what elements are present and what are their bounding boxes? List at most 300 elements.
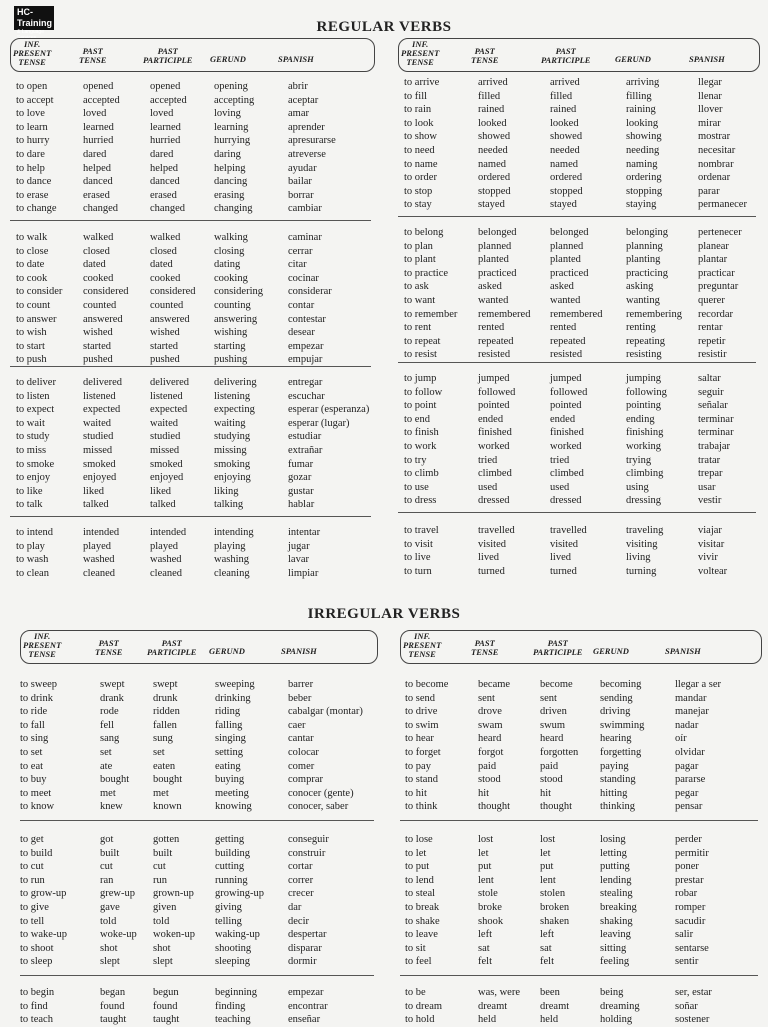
cell-past-participle: dressed: [550, 495, 582, 507]
cell-infinitive: to try: [404, 454, 427, 466]
cell-spanish: encontrar: [288, 1000, 328, 1012]
group-divider: [400, 975, 758, 976]
cell-spanish: gozar: [288, 472, 312, 484]
verb-row: [400, 705, 762, 719]
cell-past-participle: paid: [540, 760, 559, 772]
verb-row: [20, 915, 378, 929]
cell-past-participle: missed: [150, 444, 180, 456]
verb-row: [10, 285, 375, 299]
cell-past-tense: swam: [478, 719, 503, 731]
cell-past-tense: talked: [83, 499, 109, 511]
cell-past-participle: walked: [150, 232, 181, 243]
cell-past-tense: sang: [100, 733, 120, 745]
cell-past-tense: began: [100, 987, 126, 998]
cell-spanish: borrar: [288, 189, 314, 201]
cell-past-participle: grown-up: [153, 888, 194, 900]
verb-row: [10, 340, 375, 354]
cell-spanish: dar: [288, 901, 302, 913]
cell-past-participle: become: [540, 679, 573, 690]
cell-past-tense: turned: [478, 565, 505, 577]
cell-past-tense: climbed: [478, 468, 512, 480]
cell-past-participle: resisted: [550, 349, 583, 361]
cell-infinitive: to fill: [404, 90, 428, 102]
verb-row: [10, 162, 375, 176]
cell-past-participle: heard: [540, 733, 564, 745]
cell-spanish: citar: [288, 259, 307, 271]
cell-past-participle: liked: [150, 485, 171, 497]
cell-past-tense: missed: [83, 444, 113, 456]
cell-gerund: walking: [214, 232, 248, 243]
cell-infinitive: to dance: [16, 176, 52, 188]
cell-spanish: robar: [675, 888, 698, 900]
cell-spanish: despertar: [288, 929, 327, 941]
verb-row: [20, 860, 378, 874]
cell-past-tense: changed: [83, 203, 118, 215]
cell-past-tense: drank: [100, 692, 124, 704]
cell-gerund: teaching: [215, 1014, 251, 1026]
cell-infinitive: to talk: [16, 499, 43, 511]
cell-gerund: sending: [600, 692, 633, 704]
cell-past-tense: ended: [478, 413, 504, 425]
verb-row: [398, 335, 760, 349]
cell-infinitive: to close: [16, 245, 49, 257]
cell-past-participle: cooked: [150, 272, 181, 284]
cell-past-participle: danced: [150, 176, 180, 188]
cell-infinitive: to work: [404, 440, 437, 452]
verb-row: [398, 551, 760, 565]
verb-row: [398, 348, 760, 362]
verb-row: [20, 760, 378, 774]
cell-past-participle: dreamt: [540, 1000, 570, 1012]
cell-spanish: correr: [288, 874, 314, 886]
column-header: [400, 630, 762, 664]
verb-row: [400, 719, 762, 733]
header-past-tense: PAST TENSE: [95, 638, 123, 657]
cell-infinitive: to visit: [404, 538, 433, 550]
cell-gerund: asking: [626, 281, 654, 293]
cell-past-participle: finished: [550, 427, 584, 439]
cell-past-tense: asked: [478, 281, 502, 293]
cell-past-participle: hit: [540, 787, 552, 799]
verb-row: [20, 955, 378, 969]
cell-past-participle: listened: [150, 390, 183, 402]
cell-infinitive: to plant: [404, 254, 436, 266]
cell-infinitive: to give: [20, 901, 49, 913]
verb-group: [10, 231, 375, 367]
cell-past-participle: lived: [550, 552, 571, 564]
cell-spanish: comer: [288, 760, 315, 772]
cell-past-participle: known: [153, 801, 182, 813]
cell-past-tense: rained: [478, 104, 505, 116]
cell-spanish: pararse: [675, 774, 706, 786]
cell-infinitive: to hit: [405, 787, 427, 799]
verb-row: [20, 773, 378, 787]
cell-gerund: learning: [214, 121, 249, 133]
cell-infinitive: to sleep: [20, 956, 53, 968]
cell-past-tense: ate: [100, 760, 113, 772]
verb-row: [10, 258, 375, 272]
cell-past-tense: put: [478, 861, 492, 873]
cell-past-participle: swum: [540, 719, 566, 731]
cell-gerund: cooking: [214, 272, 248, 284]
cell-spanish: llegar: [698, 77, 722, 88]
cell-past-tense: showed: [478, 131, 511, 143]
cell-spanish: olvidar: [675, 746, 705, 758]
cell-infinitive: to play: [16, 540, 45, 552]
cell-past-tense: pushed: [83, 354, 113, 366]
cell-infinitive: to wash: [16, 554, 49, 566]
cell-gerund: buying: [215, 774, 245, 786]
verb-row: [10, 526, 375, 540]
verb-row: [398, 76, 760, 90]
verb-row: [400, 833, 762, 847]
cell-infinitive: to look: [404, 117, 434, 129]
cell-spanish: fumar: [288, 458, 314, 470]
verb-row: [10, 272, 375, 286]
cell-past-tense: planned: [478, 240, 512, 252]
cell-past-tense: stopped: [478, 185, 511, 197]
cell-spanish: voltear: [698, 565, 728, 577]
cell-infinitive: to listen: [16, 390, 50, 402]
cell-infinitive: to need: [404, 144, 435, 156]
cell-past-participle: ended: [550, 413, 576, 425]
cell-gerund: trying: [626, 454, 652, 466]
cell-past-participle: rained: [550, 104, 577, 116]
cell-past-tense: stole: [478, 888, 498, 900]
cell-infinitive: to ask: [404, 281, 429, 293]
cell-spanish: esperar (lugar): [288, 417, 350, 429]
cell-past-participle: followed: [550, 386, 588, 398]
cell-gerund: feeling: [600, 956, 630, 968]
verb-row: [20, 678, 378, 692]
cell-spanish: pagar: [675, 760, 699, 772]
cell-gerund: paying: [600, 760, 629, 772]
cell-past-participle: used: [550, 481, 570, 493]
cell-spanish: cerrar: [288, 245, 313, 257]
cell-spanish: entregar: [288, 377, 323, 388]
cell-infinitive: to begin: [20, 987, 55, 998]
verb-row: [10, 376, 375, 390]
cell-spanish: saltar: [698, 373, 721, 384]
column-header: [20, 630, 378, 664]
cell-past-participle: given: [153, 901, 177, 913]
cell-spanish: conocer, saber: [288, 801, 349, 813]
cell-infinitive: to build: [20, 847, 53, 859]
verb-group: [10, 376, 375, 512]
cell-past-participle: pushed: [150, 354, 180, 366]
verb-row: [10, 498, 375, 512]
cell-gerund: forgetting: [600, 746, 642, 758]
cell-past-participle: slept: [153, 956, 173, 968]
cell-past-tense: enjoyed: [83, 472, 117, 484]
cell-gerund: following: [626, 386, 667, 398]
cell-gerund: turning: [626, 565, 657, 577]
cell-infinitive: to arrive: [404, 77, 440, 88]
cell-past-tense: dreamt: [478, 1000, 508, 1012]
cell-spanish: sentir: [675, 956, 699, 968]
cell-infinitive: to answer: [16, 313, 57, 325]
cell-past-participle: filled: [550, 90, 573, 102]
cell-infinitive: to get: [20, 834, 44, 845]
cell-spanish: abrir: [288, 81, 308, 92]
verb-row: [20, 874, 378, 888]
cell-infinitive: to enjoy: [16, 472, 51, 484]
cell-spanish: ayudar: [288, 162, 317, 174]
cell-gerund: letting: [600, 847, 627, 859]
cell-spanish: enseñar: [288, 1014, 321, 1026]
cell-spanish: aceptar: [288, 94, 319, 106]
cell-gerund: finding: [215, 1000, 246, 1012]
cell-past-tense: smoked: [83, 458, 116, 470]
cell-infinitive: to walk: [16, 232, 48, 243]
cell-past-tense: grew-up: [100, 888, 135, 900]
cell-past-tense: found: [100, 1000, 125, 1012]
verb-row: [398, 413, 760, 427]
cell-spanish: estudiar: [288, 431, 322, 443]
cell-gerund: intending: [214, 527, 254, 538]
verb-row: [10, 458, 375, 472]
cell-past-participle: felt: [540, 956, 554, 968]
cell-spanish: crecer: [288, 888, 314, 900]
cell-gerund: belonging: [626, 227, 668, 238]
cell-past-tense: delivered: [83, 377, 123, 388]
cell-gerund: waiting: [214, 417, 246, 429]
cell-infinitive: to study: [16, 431, 50, 443]
cell-past-participle: talked: [150, 499, 176, 511]
group-divider: [20, 975, 374, 976]
cell-past-tense: became: [478, 679, 511, 690]
cell-spanish: pegar: [675, 787, 699, 799]
cell-past-tense: swept: [100, 679, 125, 690]
cell-infinitive: to turn: [404, 565, 432, 577]
cell-past-tense: learned: [83, 121, 114, 133]
cell-spanish: oír: [675, 733, 687, 745]
cell-past-tense: named: [478, 158, 506, 170]
cell-gerund: starting: [214, 340, 246, 352]
cell-infinitive: to belong: [404, 227, 444, 238]
cell-infinitive: to climb: [404, 468, 439, 480]
cell-spanish: ser, estar: [675, 987, 712, 998]
cell-gerund: answering: [214, 313, 258, 325]
cell-past-tense: tried: [478, 454, 498, 466]
cell-past-tense: listened: [83, 390, 116, 402]
cell-infinitive: to rain: [404, 104, 432, 116]
cell-past-tense: heard: [478, 733, 502, 745]
cell-past-participle: lost: [540, 834, 556, 845]
group-divider: [20, 820, 374, 821]
cell-past-participle: looked: [550, 117, 579, 129]
cell-gerund: counting: [214, 299, 251, 311]
cell-infinitive: to teach: [20, 1014, 53, 1026]
cell-past-participle: needed: [550, 144, 580, 156]
cell-past-participle: closed: [150, 245, 177, 257]
cell-gerund: climbing: [626, 468, 664, 480]
cell-past-tense: answered: [83, 313, 123, 325]
cell-gerund: putting: [600, 861, 630, 873]
cell-gerund: helping: [214, 162, 246, 174]
cell-past-tense: hit: [478, 787, 490, 799]
cell-past-tense: resisted: [478, 349, 511, 361]
cell-past-tense: knew: [100, 801, 123, 813]
verb-row: [10, 430, 375, 444]
cell-past-tense: gave: [100, 901, 120, 913]
cell-infinitive: to know: [20, 801, 55, 813]
verb-row: [400, 928, 762, 942]
cell-spanish: sacudir: [675, 915, 706, 927]
cell-past-tense: washed: [83, 554, 115, 566]
cell-past-tense: waited: [83, 417, 111, 429]
cell-past-participle: fallen: [153, 719, 177, 731]
verb-group: [398, 76, 760, 212]
cell-infinitive: to show: [404, 131, 437, 143]
verb-row: [398, 565, 760, 579]
cell-gerund: knowing: [215, 801, 252, 813]
cell-past-participle: climbed: [550, 468, 584, 480]
cell-gerund: meeting: [215, 787, 249, 799]
cell-spanish: limpiar: [288, 567, 319, 579]
cell-past-participle: asked: [550, 281, 574, 293]
cell-infinitive: to cook: [16, 272, 48, 284]
cell-past-participle: played: [150, 540, 178, 552]
cell-infinitive: to finish: [404, 427, 439, 439]
cell-infinitive: to sing: [20, 733, 49, 745]
cell-gerund: swimming: [600, 719, 645, 731]
cell-spanish: terminar: [698, 427, 734, 439]
cell-gerund: hurrying: [214, 135, 251, 147]
cell-spanish: usar: [698, 481, 716, 493]
cell-infinitive: to repeat: [404, 335, 441, 347]
cell-past-participle: started: [150, 340, 178, 352]
cell-spanish: bailar: [288, 176, 312, 188]
cell-infinitive: to tell: [20, 915, 45, 927]
cell-infinitive: to drink: [20, 692, 53, 704]
cell-past-tense: danced: [83, 176, 113, 188]
verb-row: [398, 267, 760, 281]
cell-infinitive: to steal: [405, 888, 436, 900]
verb-row: [398, 90, 760, 104]
cell-past-tense: practiced: [478, 267, 517, 279]
cell-infinitive: to rent: [404, 322, 432, 334]
cell-spanish: barrer: [288, 679, 314, 690]
cell-gerund: shaking: [600, 915, 633, 927]
cell-past-participle: enjoyed: [150, 472, 184, 484]
cell-gerund: considering: [214, 286, 263, 298]
cell-past-participle: stayed: [550, 199, 577, 211]
cell-spanish: terminar: [698, 413, 734, 425]
cell-past-participle: forgotten: [540, 746, 579, 758]
cell-spanish: vivir: [698, 552, 718, 564]
cell-past-tense: worked: [478, 440, 510, 452]
cell-gerund: losing: [600, 834, 626, 845]
cell-past-tense: wished: [83, 327, 113, 339]
cell-gerund: cleaning: [214, 567, 250, 579]
cell-gerund: smoking: [214, 458, 251, 470]
cell-infinitive: to swim: [405, 719, 439, 731]
cell-gerund: enjoying: [214, 472, 251, 484]
cell-past-tense: studied: [83, 431, 114, 443]
cell-gerund: giving: [215, 901, 242, 913]
cell-past-participle: ordered: [550, 172, 583, 184]
cell-spanish: poner: [675, 861, 699, 873]
cell-infinitive: to learn: [16, 121, 48, 133]
cell-infinitive: to run: [20, 874, 45, 886]
cell-past-participle: learned: [150, 121, 181, 133]
cell-spanish: apresurarse: [288, 135, 336, 147]
cell-gerund: listening: [214, 390, 251, 402]
cell-past-participle: jumped: [550, 373, 582, 384]
cell-infinitive: to use: [404, 481, 429, 493]
header-past-tense: PAST TENSE: [79, 46, 107, 65]
verb-row: [10, 121, 375, 135]
verb-row: [400, 1000, 762, 1014]
verb-row: [400, 1013, 762, 1027]
cell-past-participle: dated: [150, 259, 173, 271]
cell-past-tense: cleaned: [83, 567, 116, 579]
cell-spanish: tratar: [698, 454, 721, 466]
verb-row: [10, 417, 375, 431]
verb-group: [398, 226, 760, 362]
cell-gerund: breaking: [600, 901, 637, 913]
cell-infinitive: to leave: [405, 929, 438, 941]
cell-gerund: planning: [626, 240, 663, 252]
cell-past-tense: dated: [83, 259, 106, 271]
group-divider: [398, 362, 756, 363]
cell-past-tense: was, were: [478, 987, 520, 998]
cell-past-tense: hurried: [83, 135, 114, 147]
cell-past-participle: told: [153, 915, 170, 927]
cell-past-tense: taught: [100, 1014, 127, 1026]
cell-infinitive: to clean: [16, 567, 49, 579]
cell-past-tense: cut: [100, 861, 113, 873]
cell-gerund: hearing: [600, 733, 632, 745]
cell-gerund: ending: [626, 413, 655, 425]
cell-gerund: ordering: [626, 172, 662, 184]
verb-row: [398, 440, 760, 454]
cell-infinitive: to grow-up: [20, 888, 67, 900]
cell-spanish: llenar: [698, 90, 722, 102]
verb-group: [398, 372, 760, 508]
verb-row: [10, 175, 375, 189]
cell-spanish: parar: [698, 185, 720, 197]
cell-past-participle: considered: [150, 286, 196, 298]
cell-gerund: building: [215, 847, 251, 859]
verb-row: [20, 901, 378, 915]
cell-past-participle: showed: [550, 131, 583, 143]
verb-row: [20, 887, 378, 901]
cell-past-participle: swept: [153, 679, 178, 690]
cell-gerund: thinking: [600, 801, 636, 813]
cell-past-participle: visited: [550, 538, 578, 550]
verb-row: [10, 444, 375, 458]
cell-infinitive: to eat: [20, 760, 44, 772]
cell-spanish: caer: [288, 719, 306, 731]
cell-past-tense: intended: [83, 527, 120, 538]
cell-past-tense: travelled: [478, 525, 515, 536]
cell-past-tense: woke-up: [100, 929, 137, 941]
cell-past-participle: begun: [153, 987, 179, 998]
cell-spanish: cabalgar (montar): [288, 706, 363, 718]
cell-spanish: salir: [675, 929, 694, 941]
cell-spanish: seguir: [698, 386, 724, 398]
verb-row: [398, 494, 760, 508]
cell-past-tense: accepted: [83, 94, 120, 106]
cell-gerund: running: [215, 874, 248, 886]
cell-spanish: decir: [288, 915, 309, 927]
cell-gerund: dreaming: [600, 1000, 640, 1012]
cell-gerund: filling: [626, 90, 652, 102]
cell-spanish: empezar: [288, 340, 324, 352]
verb-row: [400, 915, 762, 929]
